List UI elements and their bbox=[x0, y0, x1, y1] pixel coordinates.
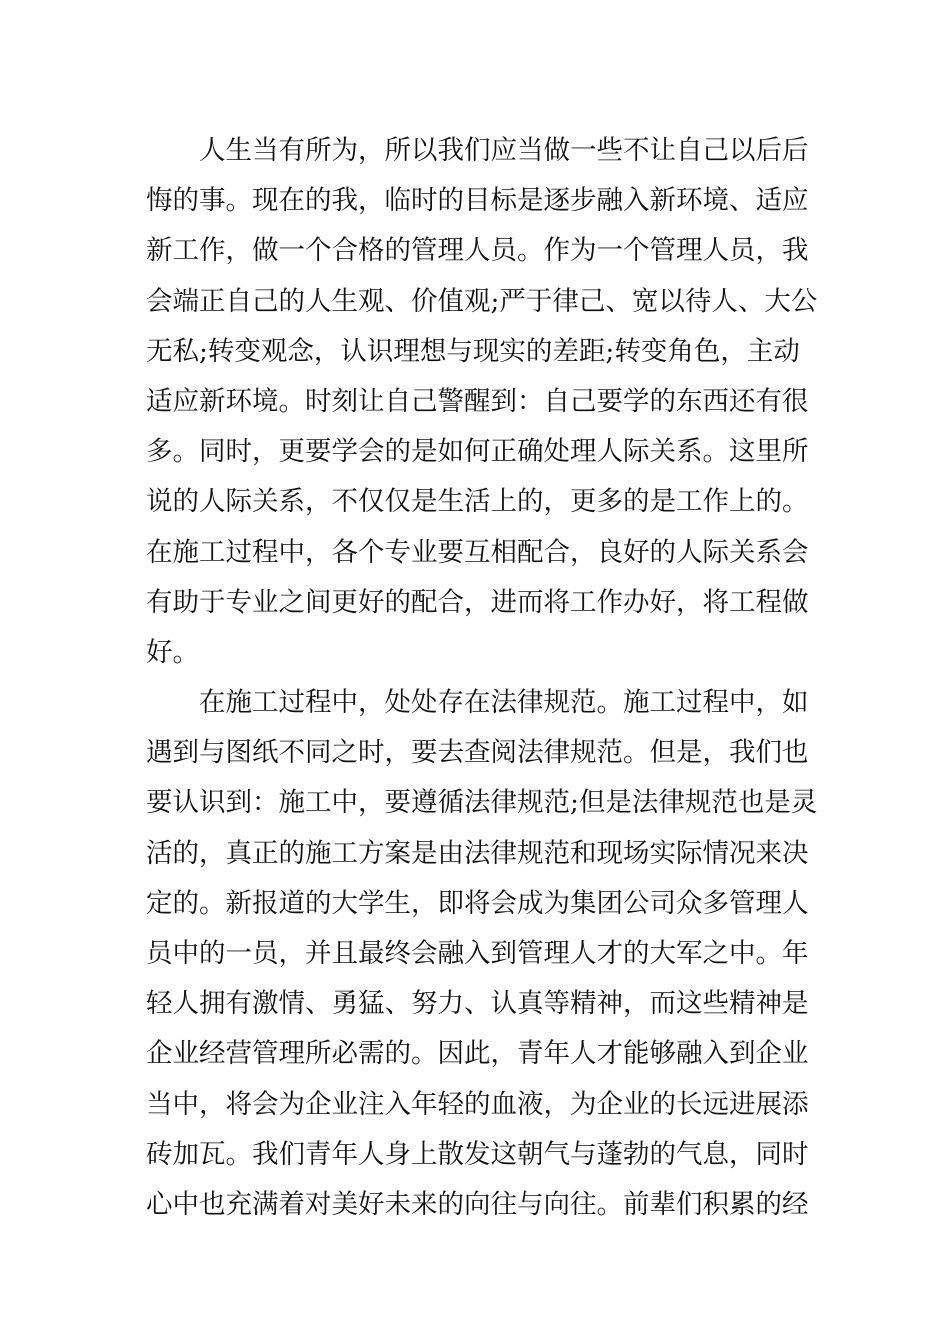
paragraph-1 bbox=[146, 126, 818, 678]
text-line: 适应新环境。时刻让自己警醒到：自己要学的东西还有很 bbox=[146, 385, 809, 417]
text-line: 好。 bbox=[146, 636, 199, 668]
text-line: 轻人拥有激情、勇猛、努力、认真等精神，而这些精神是 bbox=[146, 988, 809, 1020]
text-line: 新工作，做一个合格的管理人员。作为一个管理人员，我 bbox=[146, 235, 809, 267]
text-line: 无私;转变观念，认识理想与现实的差距;转变角色，主动 bbox=[146, 335, 800, 367]
text-line: 会端正自己的人生观、价值观;严于律己、宽以待人、大公 bbox=[146, 285, 818, 317]
text-line: 当中，将会为企业注入年轻的血液，为企业的长远进展添 bbox=[146, 1088, 809, 1120]
text-line: 砖加瓦。我们青年人身上散发这朝气与蓬勃的气息，同时 bbox=[146, 1138, 809, 1170]
text-line: 多。同时，更要学会的是如何正确处理人际关系。这里所 bbox=[146, 436, 809, 468]
text-line: 遇到与图纸不同之时，要去查阅法律规范。但是，我们也 bbox=[146, 737, 809, 769]
text-line: 在施工过程中，各个专业要互相配合，良好的人际关系会 bbox=[146, 536, 809, 568]
paragraph-2 bbox=[146, 678, 818, 1230]
text-line: 有助于专业之间更好的配合，进而将工作办好，将工程做 bbox=[146, 586, 809, 618]
text-line: 定的。新报道的大学生，即将会成为集团公司众多管理人 bbox=[146, 887, 809, 919]
text-line: 活的，真正的施工方案是由法律规范和现场实际情况来决 bbox=[146, 837, 809, 869]
text-line: 在施工过程中，处处存在法律规范。施工过程中，如 bbox=[199, 687, 809, 719]
text-line: 心中也充满着对美好未来的向往与向往。前辈们积累的经 bbox=[146, 1188, 809, 1220]
text-line: 要认识到：施工中，要遵循法律规范;但是法律规范也是灵 bbox=[146, 787, 818, 819]
document-body bbox=[146, 126, 818, 1230]
text-line: 员中的一员，并且最终会融入到管理人才的大军之中。年 bbox=[146, 938, 809, 969]
text-line: 人生当有所为，所以我们应当做一些不让自己以后后 bbox=[199, 135, 809, 166]
text-line: 悔的事。现在的我，临时的目标是逐步融入新环境、适应 bbox=[146, 185, 809, 217]
text-line: 企业经营管理所必需的。因此，青年人才能够融入到企业 bbox=[146, 1038, 809, 1070]
text-line: 说的人际关系，不仅仅是生活上的，更多的是工作上的。 bbox=[146, 486, 809, 518]
